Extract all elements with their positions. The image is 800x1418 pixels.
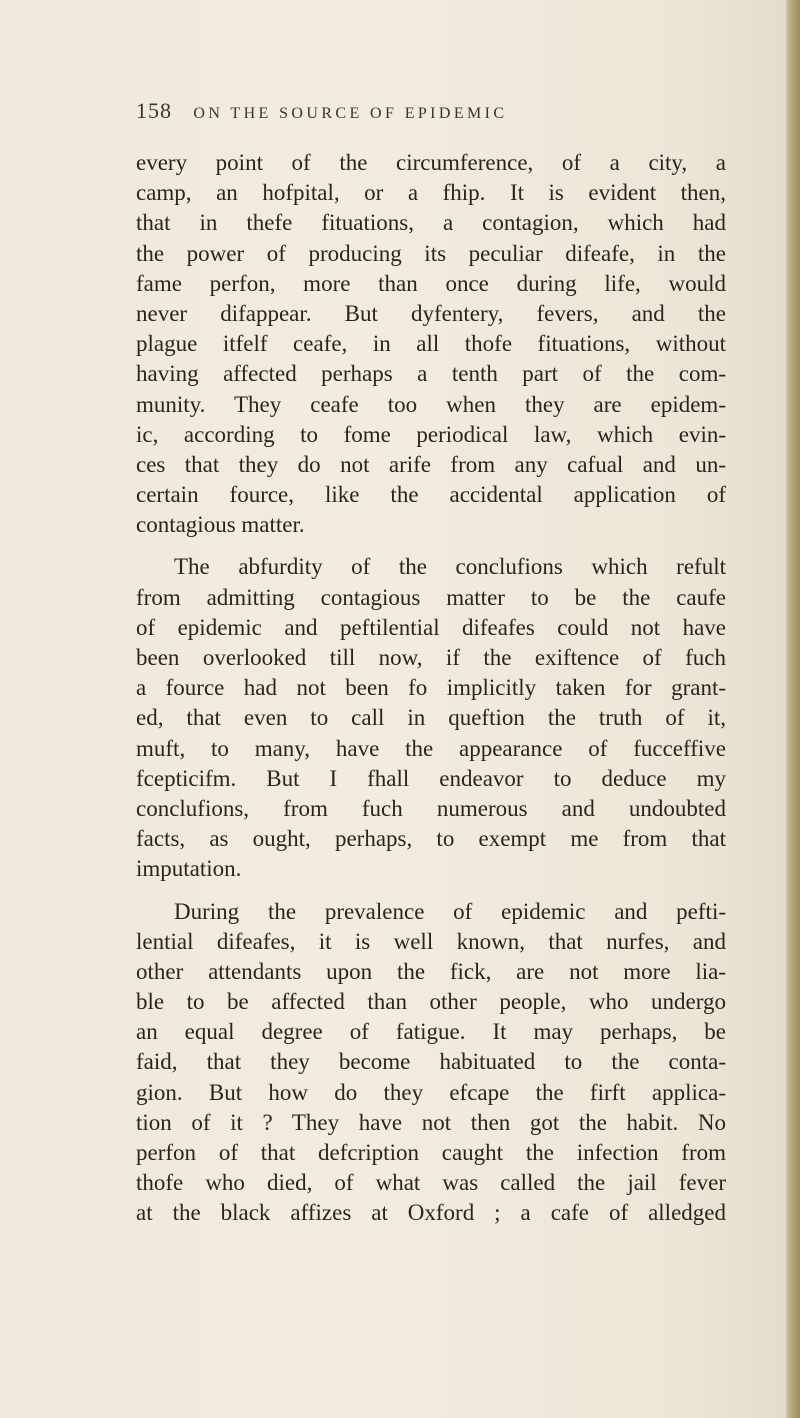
text-line: ed, that even to call in queftion the truth of it, [136, 705, 726, 731]
running-head [136, 98, 696, 128]
body-text [136, 148, 726, 1229]
text-line: at the black affizes at Oxford ; a cafe of alledged [136, 1200, 726, 1226]
text-line: During the prevalence of epidemic and pefti- [174, 898, 726, 924]
text-line: ble to be affected than other people, who undergo [136, 989, 726, 1015]
text-line: been overlooked till now, if the exiftence of fuch [136, 645, 726, 670]
text-line: perfon of that defcription caught the infection from [136, 1140, 726, 1165]
text-line: The abfurdity of the conclufions which refult [174, 554, 726, 580]
text-line: imputation. [136, 856, 242, 882]
text-line: faid, that they become habituated to the conta- [136, 1049, 726, 1075]
text-line: the power of producing its peculiar difeafe, in the [136, 240, 726, 266]
text-line: munity. They ceafe too when they are epidem- [136, 391, 726, 417]
text-line: camp, an hofpital, or a fhip. It is evident then, [136, 180, 726, 206]
paragraph-1 [136, 148, 726, 540]
text-line: of epidemic and peftilential difeafes could not have [136, 614, 726, 640]
text-line: an equal degree of fatigue. It may perhaps, be [136, 1019, 726, 1045]
text-line: having affected perhaps a tenth part of the com- [136, 361, 726, 387]
text-line: thofe who died, of what was called the jail fever [136, 1170, 726, 1196]
text-line: contagious matter. [136, 512, 305, 538]
text-line: from admitting contagious matter to be the caufe [136, 584, 726, 610]
text-line: never difappear. But dyfentery, fevers, and the [136, 300, 726, 326]
page-edge [786, 0, 800, 1418]
running-title: ON THE SOURCE OF EPIDEMIC [193, 105, 508, 122]
paragraph-2 [136, 552, 726, 884]
text-line: conclufions, from fuch numerous and undoubted [136, 795, 726, 821]
text-line: muft, to many, have the appearance of fucceffive [136, 735, 726, 761]
text-line: fcepticifm. But I fhall endeavor to deduce my [136, 765, 726, 791]
page-number: 158 [136, 98, 172, 123]
text-line: that in thefe fituations, a contagion, which had [136, 210, 726, 236]
text-line: ces that they do not arife from any cafual and un- [136, 451, 726, 477]
text-line: ic, according to fome periodical law, which evin- [136, 421, 726, 447]
text-line: facts, as ought, perhaps, to exempt me from that [136, 826, 726, 852]
text-line: lential difeafes, it is well known, that nurfes, and [136, 928, 726, 954]
text-line: fame perfon, more than once during life, would [136, 270, 726, 296]
text-line: every point of the circumference, of a city, a [136, 150, 726, 175]
paragraph-3 [136, 897, 726, 1229]
text-line: plague itfelf ceafe, in all thofe fituations, without [136, 331, 726, 357]
text-line: gion. But how do they efcape the firft applica- [136, 1079, 726, 1105]
text-line: certain fource, like the accidental application of [136, 482, 726, 508]
text-line: tion of it ? They have not then got the habit. No [136, 1109, 726, 1135]
text-line: a fource had not been fo implicitly taken for grant- [136, 675, 726, 701]
text-line: other attendants upon the fick, are not more lia- [136, 958, 726, 984]
